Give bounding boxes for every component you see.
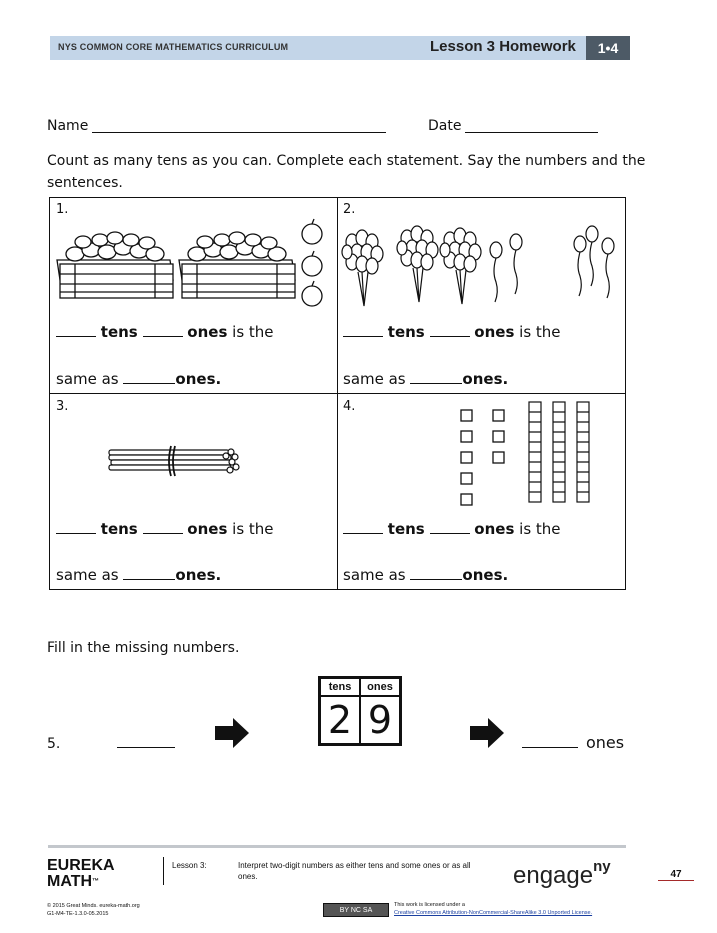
apple-crate-icon: [179, 232, 295, 298]
date-field[interactable]: [465, 132, 598, 133]
problem-3-statement: tens ones is the: [56, 520, 274, 538]
license-intro: This work is licensed under a: [394, 902, 465, 908]
engageny-logo: engage$^{ny}$: [513, 858, 611, 889]
ones-digit: 9: [360, 696, 400, 744]
base-ten-blocks-illustration: [455, 400, 605, 510]
ones-header: ones: [360, 678, 400, 696]
footer-lesson-label: Lesson 3:: [172, 861, 207, 870]
balloons-illustration: [340, 216, 620, 312]
apple-icon: [302, 219, 322, 306]
total-ones-blank[interactable]: [123, 382, 175, 384]
copyright: © 2015 Great Minds. eureka-math.org: [47, 903, 140, 909]
problem-3-same-as: same as ones.: [56, 566, 222, 584]
name-field[interactable]: [92, 132, 386, 133]
ones-blank[interactable]: [430, 335, 470, 337]
tens-blank[interactable]: [343, 532, 383, 534]
directions-cont: sentences.: [47, 175, 123, 191]
single-balloon-icon: [490, 226, 614, 302]
ten-rod-icon: [529, 402, 589, 502]
tens-blank[interactable]: [56, 335, 96, 337]
module-number: 1•4: [586, 36, 630, 60]
total-ones-blank[interactable]: [123, 578, 175, 580]
footer-objective: Interpret two-digit numbers as either tens and some ones or as all: [238, 861, 471, 870]
problem-5-ones-blank[interactable]: [522, 747, 578, 748]
arrow-right-icon: [470, 718, 506, 748]
problem-1-same-as: same as ones.: [56, 370, 222, 388]
tens-header: tens: [320, 678, 360, 696]
ones-blank[interactable]: [430, 532, 470, 534]
directions: Count as many tens as you can. Complete each statement. Say the numbers and the: [47, 153, 646, 169]
curriculum-title: NYS COMMON CORE MATHEMATICS CURRICULUM: [58, 42, 289, 52]
ones-blank[interactable]: [143, 532, 183, 534]
balloon-bunch-icon: [440, 228, 481, 304]
place-value-chart: [318, 676, 402, 746]
tens-blank[interactable]: [343, 335, 383, 337]
footer-rule: [48, 845, 626, 848]
problem-4-number: 4.: [343, 399, 356, 414]
apple-crates-illustration: [55, 218, 335, 308]
ones-blank[interactable]: [143, 335, 183, 337]
total-ones-blank[interactable]: [410, 382, 462, 384]
eureka-math-logo: EUREKA MATH™: [47, 857, 115, 890]
balloon-bunch-icon: [342, 230, 383, 306]
problem-5-ones-label: ones: [586, 733, 625, 752]
balloon-bunch-icon: [397, 226, 438, 302]
fill-heading: Fill in the missing numbers.: [47, 640, 240, 656]
problem-2-same-as: same as ones.: [343, 370, 509, 388]
total-ones-blank[interactable]: [410, 578, 462, 580]
problem-1-statement: tens ones is the: [56, 323, 274, 341]
tens-digit: 2: [320, 696, 360, 744]
problem-2-number: 2.: [343, 202, 356, 217]
lesson-title: Lesson 3 Homework: [430, 38, 576, 55]
problem-4-same-as: same as ones.: [343, 566, 509, 584]
arrow-right-icon: [215, 718, 251, 748]
license-link[interactable]: Creative Commons Attribution-NonCommercial-ShareAlike 3.0 Unported License.: [394, 910, 593, 916]
footer-divider: [163, 857, 164, 885]
name-label: Name: [47, 118, 89, 134]
problem-4-statement: tens ones is the: [343, 520, 561, 538]
problem-3-number: 3.: [56, 399, 69, 414]
unit-cube-icon: [461, 410, 504, 505]
problem-5-number: 5.: [47, 736, 61, 752]
grid-divider-horizontal: [49, 393, 626, 394]
cc-license-badge: BY NC SA: [323, 903, 389, 917]
bundle-of-sticks-icon: [105, 440, 245, 480]
problem-2-statement: tens ones is the: [343, 323, 561, 341]
date-label: Date: [428, 118, 462, 134]
footer-objective-cont: ones.: [238, 872, 258, 881]
page-number: 47: [658, 869, 694, 881]
problem-5-tens-blank[interactable]: [117, 747, 175, 748]
tens-blank[interactable]: [56, 532, 96, 534]
apple-crate-icon: [57, 232, 173, 298]
problem-1-number: 1.: [56, 202, 69, 217]
doc-code: G1-M4-TE-1.3.0-05.2015: [47, 911, 109, 917]
